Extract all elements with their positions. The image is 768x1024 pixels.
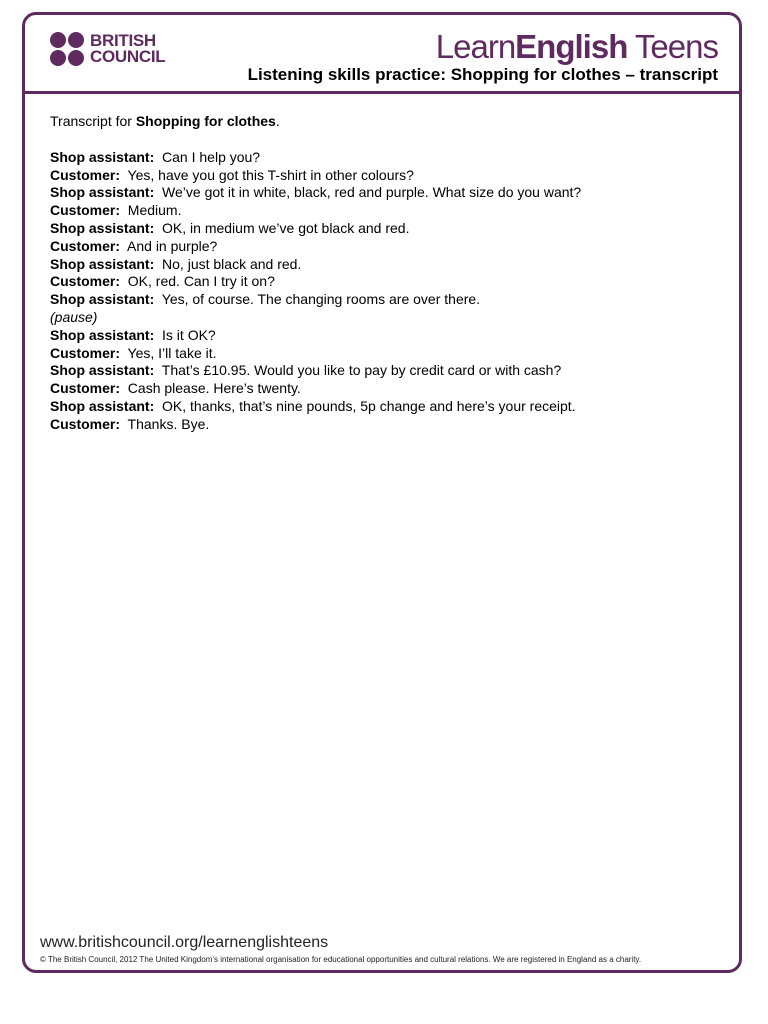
british-council-wordmark: BRITISH COUNCIL: [90, 31, 166, 66]
transcript-lines: [50, 149, 720, 434]
dialogue-text: And in purple?: [120, 237, 218, 254]
transcript-line: [50, 380, 720, 398]
transcript-line: [50, 362, 720, 380]
dialogue-text: Medium.: [120, 202, 182, 219]
transcript-line: [50, 167, 720, 185]
dialogue-text: Yes, I’ll take it.: [120, 344, 217, 361]
transcript-line: [50, 202, 720, 220]
dialogue-text: No, just black and red.: [154, 255, 302, 272]
transcript-intro: Transcript for Shopping for clothes.: [50, 113, 280, 129]
dialogue-text: Yes, have you got this T-shirt in other colours?: [120, 166, 414, 183]
transcript-line: [50, 273, 720, 291]
learnenglish-teens-logo: LearnEnglish Teens: [435, 28, 718, 65]
dialogue-text: OK, thanks, that’s nine pounds, 5p change and here’s your receipt.: [154, 397, 576, 414]
dialogue-text: OK, in medium we’ve got black and red.: [154, 219, 410, 236]
dialogue-text: Cash please. Here’s twenty.: [120, 380, 301, 397]
speaker-label: Customer:: [50, 166, 121, 183]
british-council-logo: [50, 32, 165, 66]
transcript: [50, 113, 720, 434]
transcript-line: [50, 291, 720, 309]
british-council-dots-icon: [50, 32, 84, 66]
dialogue-text: Thanks. Bye.: [120, 415, 210, 432]
transcript-line: [50, 256, 720, 274]
dialogue-text: Yes, of course. The changing rooms are over there.: [154, 291, 481, 308]
dialogue-text: Can I help you?: [154, 148, 261, 165]
transcript-line: [50, 184, 720, 202]
speaker-label: Shop assistant:: [50, 362, 155, 379]
transcript-line: [50, 327, 720, 345]
speaker-label: Shop assistant:: [50, 219, 155, 236]
stage-note: (pause): [50, 308, 98, 325]
page-title: Listening skills practice: Shopping for clothes – transcript: [247, 65, 718, 84]
speaker-label: Shop assistant:: [50, 326, 155, 343]
speaker-label: Shop assistant:: [50, 291, 155, 308]
speaker-label: Shop assistant:: [50, 397, 155, 414]
footer-url: www.britishcouncil.org/learnenglishteens: [40, 934, 329, 951]
speaker-label: Customer:: [50, 273, 121, 290]
speaker-label: Customer:: [50, 415, 121, 432]
transcript-line: [50, 149, 720, 167]
transcript-line: [50, 309, 720, 327]
speaker-label: Customer:: [50, 344, 121, 361]
header-divider: [22, 91, 742, 94]
speaker-label: Shop assistant:: [50, 184, 155, 201]
transcript-line: [50, 345, 720, 363]
dialogue-text: That’s £10.95. Would you like to pay by credit card or with cash?: [154, 362, 562, 379]
dialogue-text: Is it OK?: [154, 326, 216, 343]
speaker-label: Shop assistant:: [50, 148, 155, 165]
footer-copyright: © The British Council, 2012 The United Kingdom’s international organisation for educational opportunities and cultural relations. We are registered in England as a charity.: [40, 955, 642, 964]
dialogue-text: OK, red. Can I try it on?: [120, 273, 275, 290]
transcript-line: [50, 220, 720, 238]
dialogue-text: We’ve got it in white, black, red and purple. What size do you want?: [154, 184, 582, 201]
speaker-label: Shop assistant:: [50, 255, 155, 272]
speaker-label: Customer:: [50, 380, 121, 397]
transcript-line: [50, 398, 720, 416]
speaker-label: Customer:: [50, 237, 121, 254]
transcript-line: [50, 238, 720, 256]
speaker-label: Customer:: [50, 202, 121, 219]
transcript-line: [50, 416, 720, 434]
